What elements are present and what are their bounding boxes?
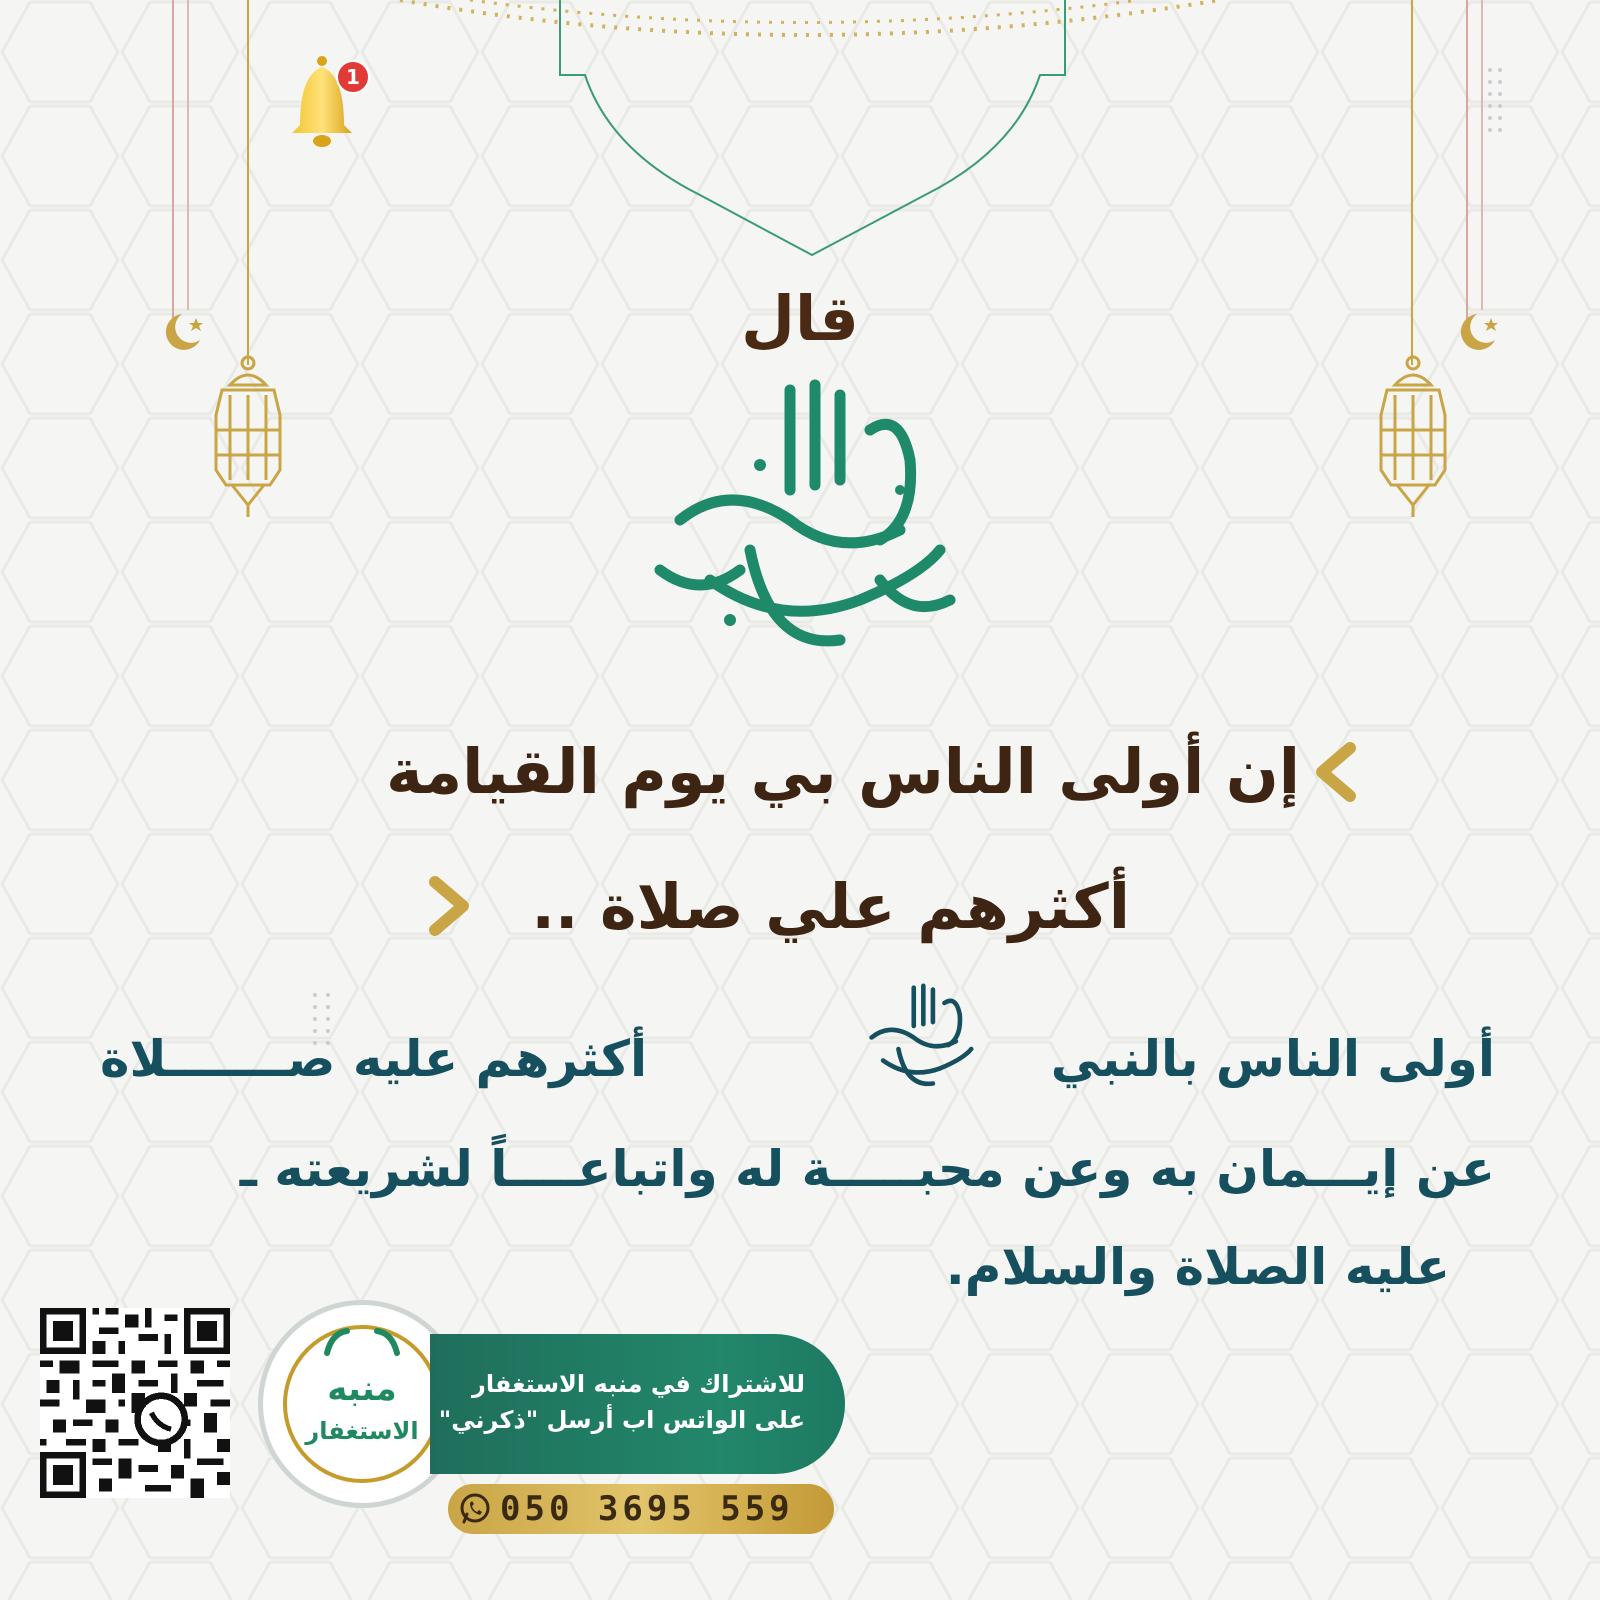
quote-close-mark	[425, 876, 475, 936]
calligraphy-salawat-small	[852, 980, 987, 1095]
qr-code[interactable]	[40, 1308, 230, 1498]
lantern-icon	[1375, 355, 1451, 520]
heading-said: قال	[741, 282, 859, 355]
phone-number: 050 3695 559	[500, 1489, 794, 1529]
calligraphy-salawat	[640, 370, 970, 670]
quote-line-1: إن أولى الناس بي يوم القيامة	[386, 735, 1300, 808]
subscribe-line-2: على الواتس اب أرسل "ذكرني"	[438, 1406, 805, 1434]
brand-subtitle: الاستغفار	[305, 1417, 419, 1445]
whatsapp-icon	[458, 1492, 492, 1526]
phone-number-pill[interactable]	[448, 1484, 834, 1534]
alarm-clock-icon	[317, 1323, 407, 1363]
explanation-line-2: عن إيـــمان به وعن محبـــــة له واتباعــــاً لشريعته ـ	[239, 1140, 1495, 1198]
quote-open-mark	[1310, 742, 1360, 802]
crescent-star-icon	[160, 310, 210, 355]
brand-name: منبه	[327, 1369, 397, 1409]
explanation-line-1-left: أكثرهم عليه صـــــــلاة	[100, 1030, 648, 1088]
notification-badge: 1	[336, 60, 370, 94]
subscribe-line-1: للاشتراك في منبه الاستغفار	[472, 1370, 805, 1398]
explanation-line-3: عليه الصلاة والسلام.	[945, 1238, 1450, 1296]
subscribe-banner	[430, 1334, 845, 1474]
quote-line-2: أكثرهم علي صلاة ..	[531, 870, 1130, 943]
explanation-line-1-right: أولى الناس بالنبي	[1050, 1030, 1495, 1088]
crescent-star-icon	[1455, 310, 1505, 355]
lantern-icon	[210, 355, 286, 520]
